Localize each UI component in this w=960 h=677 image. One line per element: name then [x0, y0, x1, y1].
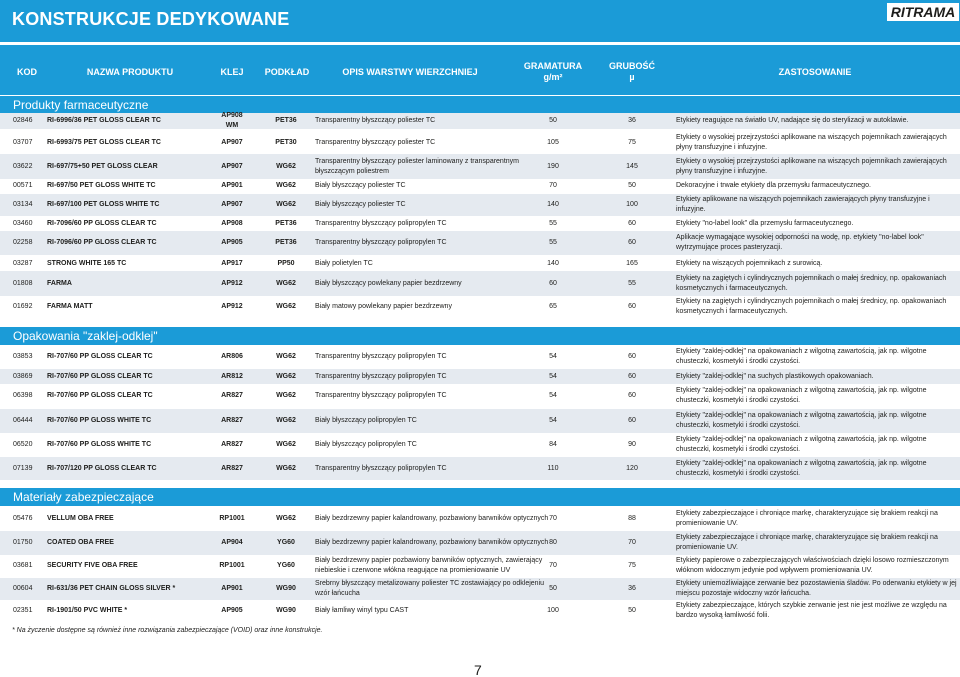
cell-gramatura: 70 [549, 515, 557, 522]
cell-kod: 03707 [13, 138, 33, 146]
cell-name: RI-1901/50 PVC WHITE * [47, 607, 128, 614]
cell-opis: Biały bezdrzewny papier kalandrowany, pozbawiony barwników optycznych [315, 515, 549, 522]
cell-kod: 03681 [13, 562, 33, 569]
cell-zastosowanie: Etykiety uniemożliwiające zerwanie bez pozostawienia śladów. Po oderwaniu etykiety w jej miejscu pozostaje widoczny wzór łańcucha. [676, 580, 957, 597]
cell-klej: AP907 [221, 138, 243, 146]
cell-name: SECURITY FIVE OBA FREE [47, 562, 138, 569]
table-row [0, 271, 960, 296]
cell-podklad: PET36 [275, 220, 297, 227]
cell-name: RI-7096/60 PP GLOSS CLEAR TC [47, 239, 157, 246]
cell-opis: Transparentny błyszczący poliester laminowany z transparentnym błyszczącym poliestrem [315, 157, 519, 175]
cell-gramatura: 65 [549, 303, 557, 310]
table-row [0, 231, 960, 255]
col-grubosc-unit: µ [629, 72, 635, 82]
cell-zastosowanie: Etykiety na wiszących pojemnikach z surowicą. [676, 259, 823, 267]
table-row [0, 296, 960, 318]
cell-name: RI-707/60 PP GLOSS CLEAR TC [47, 392, 153, 399]
section-title: Produkty farmaceutyczne [0, 96, 960, 114]
cell-gramatura: 105 [547, 138, 559, 146]
cell-klej: AP901 [221, 182, 243, 189]
cell-zastosowanie: Etykiety "no-label look" dla przemysłu farmaceutycznego. [676, 220, 854, 227]
cell-name: STRONG WHITE 165 TC [47, 259, 127, 267]
cell-grubosc: 100 [626, 201, 638, 208]
table-row [0, 457, 960, 480]
cell-zastosowanie: Etykiety na zagiętych i cylindrycznych pojemnikach o małej średnicy, np. opakowaniach kosmetycznych i farmaceutycznych. [676, 274, 947, 292]
cell-grubosc: 60 [628, 239, 636, 246]
table-row [0, 257, 960, 270]
cell-opis: Biały błyszczący powlekany papier bezdrzewny [315, 279, 462, 287]
cell-opis: Transparentny błyszczący poliester TC [315, 138, 436, 146]
cell-klej: AP905 [221, 607, 243, 614]
cell-name: RI-697/75+50 PET GLOSS CLEAR [47, 162, 158, 170]
cell-grubosc: 60 [628, 417, 636, 424]
cell-podklad: WG62 [276, 515, 296, 522]
cell-name: RI-6996/36 PET GLOSS CLEAR TC [47, 117, 161, 124]
cell-klej: RP1001 [219, 515, 245, 522]
cell-zastosowanie: Dekoracyjne i trwałe etykiety dla przemysłu farmaceutycznego. [676, 182, 871, 189]
cell-opis: Biały łamliwy winyl typu CAST [315, 607, 409, 614]
cell-kod: 03869 [13, 372, 33, 380]
cell-gramatura: 50 [549, 585, 557, 592]
cell-name: RI-6993/75 PET GLOSS CLEAR TC [47, 138, 161, 146]
table-row [0, 385, 960, 407]
cell-podklad: WG90 [276, 585, 296, 592]
cell-gramatura: 140 [547, 259, 559, 267]
cell-klej: AP907 [221, 201, 243, 208]
col-opis: OPIS WARSTWY WIERZCHNIEJ [342, 67, 478, 77]
cell-podklad: WG62 [276, 392, 296, 399]
cell-opis: Biały błyszczący poliester TC [315, 182, 406, 189]
cell-podklad: WG90 [276, 607, 296, 614]
col-klej: KLEJ [220, 67, 244, 77]
col-kod: KOD [17, 67, 37, 77]
page-number: 7 [474, 662, 482, 677]
cell-opis: Transparentny błyszczący polipropylen TC [315, 464, 447, 472]
cell-grubosc: 36 [628, 117, 636, 124]
col-grubosc: GRUBOŚĆ [608, 61, 655, 71]
cell-gramatura: 110 [547, 464, 559, 472]
cell-opis: Biały błyszczący polipropylen TC [315, 441, 417, 448]
cell-opis: Transparentny błyszczący polipropylen TC [315, 220, 447, 227]
cell-zastosowanie: Aplikacje wymagające wysokiej odporności na wodę, np. etykiety "no-label look" wytrzymujące proces pasteryzacji. [676, 234, 924, 251]
cell-gramatura: 60 [549, 279, 557, 287]
cell-zastosowanie: Etykiety zabezpieczające, których szybkie zerwanie jest nie jest możliwe ze względu na bardzo wysoką łamliwość folii. [676, 602, 947, 619]
cell-gramatura: 70 [549, 182, 557, 189]
table-row [0, 531, 960, 555]
table-row [0, 194, 960, 216]
cell-gramatura: 54 [549, 392, 557, 399]
cell-podklad: YG60 [277, 562, 295, 569]
cell-klej: AR827 [221, 464, 243, 472]
cell-klej: AP907 [221, 162, 243, 170]
cell-grubosc: 50 [628, 607, 636, 614]
cell-kod: 00571 [13, 182, 33, 189]
table-row [0, 434, 960, 456]
cell-opis: Biały polietylen TC [315, 259, 373, 267]
footnote: * Na życzenie dostępne są również inne rozwiązania zabezpieczające (VOID) oraz inne konstrukcje. [12, 627, 323, 634]
cell-podklad: WG62 [276, 417, 296, 424]
cell-klej: AR827 [221, 441, 243, 448]
cell-opis: Srebrny błyszczący metalizowany poliester TC zostawiający po odklejeniu wzór łańcucha [315, 580, 545, 597]
cell-podklad: WG62 [276, 279, 296, 287]
cell-gramatura: 84 [549, 441, 557, 448]
cell-zastosowanie: Etykiety zabezpieczające i chroniące markę, charakteryzujące się brakiem reakcji na promieniowanie UV. [676, 534, 938, 551]
table-row [0, 369, 960, 384]
section-title: Materiały zabezpieczające [0, 488, 960, 506]
cell-grubosc: 145 [626, 162, 638, 170]
cell-zastosowanie: Etykiety na zagiętych i cylindrycznych pojemnikach o małej średnicy, np. opakowaniach kosmetycznych i farmaceutycznych. [676, 298, 947, 315]
cell-name: FARMA MATT [47, 303, 93, 310]
cell-grubosc: 75 [628, 562, 636, 569]
cell-gramatura: 55 [549, 239, 557, 246]
table-row [0, 154, 960, 179]
cell-opis: Biały bezdrzewny papier kalandrowany, pozbawiony barwników optycznych [315, 539, 549, 546]
cell-klej: AR827 [221, 392, 243, 399]
table-row [0, 113, 960, 129]
cell-opis: Transparentny błyszczący poliester TC [315, 117, 436, 124]
ritrama-logo [887, 3, 959, 21]
cell-kod: 06444 [13, 417, 33, 424]
cell-zastosowanie: Etykiety reagujące na światło UV, nadające się do sterylizacji w autoklawie. [676, 117, 909, 124]
cell-podklad: PET30 [275, 138, 297, 146]
table-row [0, 555, 960, 577]
cell-podklad: YG60 [277, 539, 295, 546]
cell-zastosowanie: Etykiety aplikowane na wiszących pojemnikach zawierających płyny transfuzyjne i infuzyjne. [676, 196, 930, 213]
cell-klej: AR812 [221, 372, 243, 380]
cell-opis: Transparentny błyszczący polipropylen TC [315, 239, 447, 246]
cell-grubosc: 50 [628, 182, 636, 189]
cell-name: RI-631/36 PET CHAIN GLOSS SILVER * [47, 585, 176, 592]
cell-grubosc: 55 [628, 279, 636, 287]
table-row [0, 578, 960, 600]
cell-grubosc: 60 [628, 372, 636, 380]
cell-zastosowanie: Etykiety "zaklej-odklej" na opakowaniach z wilgotną zawartością, jak np. wilgotne chusteczki, kosmetyki i środki czystości. [676, 412, 927, 429]
cell-kod: 01692 [13, 303, 33, 310]
col-gramatura: GRAMATURA [523, 61, 583, 71]
cell-kod: 02258 [13, 239, 33, 246]
cell-name: RI-697/100 PET GLOSS WHITE TC [47, 201, 160, 208]
page-title: KONSTRUKCJE DEDYKOWANE [12, 9, 290, 29]
cell-podklad: WG62 [276, 201, 296, 208]
cell-klej: AR827 [221, 417, 243, 424]
cell-name: RI-707/60 PP GLOSS CLEAR TC [47, 372, 153, 380]
cell-gramatura: 55 [549, 220, 557, 227]
cell-kod: 03460 [13, 220, 33, 227]
cell-klej: AP908 WM [221, 112, 243, 129]
cell-podklad: PP50 [277, 259, 295, 267]
cell-grubosc: 60 [628, 353, 636, 360]
cell-klej: AP912 [221, 279, 243, 287]
cell-klej: AP904 [221, 539, 243, 546]
cell-name: RI-707/120 PP GLOSS CLEAR TC [47, 464, 157, 472]
cell-opis: Transparentny błyszczący polipropylen TC [315, 372, 447, 380]
cell-kod: 01750 [13, 539, 33, 546]
cell-podklad: WG62 [276, 182, 296, 189]
logo-wordmark: RITRAMA [890, 4, 956, 20]
cell-name: FARMA [47, 279, 72, 287]
cell-gramatura: 100 [547, 607, 559, 614]
cell-gramatura: 70 [549, 562, 557, 569]
cell-klej: AP908 [221, 220, 243, 227]
cell-name: RI-707/60 PP GLOSS CLEAR TC [47, 353, 153, 360]
cell-zastosowanie: Etykiety "zaklej-odklej" na suchych plastikowych opakowaniach. [676, 372, 874, 380]
cell-klej: AP905 [221, 239, 243, 246]
cell-kod: 00604 [13, 585, 33, 592]
cell-podklad: WG62 [276, 464, 296, 472]
cell-name: RI-707/60 PP GLOSS WHITE TC [47, 441, 152, 448]
cell-name: VELLUM OBA FREE [47, 515, 114, 522]
cell-name: RI-707/60 PP GLOSS WHITE TC [47, 417, 152, 424]
cell-podklad: PET36 [275, 117, 297, 124]
cell-opis: Biały bezdrzewny papier pozbawiony barwników optycznych, zawierający niebieskie i czerwone włókna reagujące na promieniowanie UV [315, 557, 543, 574]
cell-zastosowanie: Etykiety o wysokiej przejrzystości aplikowane na wiszących pojemnikach zawierających płyny transfuzyjne i infuzyjne. [676, 157, 947, 175]
section-title: Opakowania "zaklej-odklej" [0, 327, 960, 345]
cell-kod: 03622 [13, 162, 33, 170]
cell-name: COATED OBA FREE [47, 539, 114, 546]
cell-podklad: WG62 [276, 353, 296, 360]
cell-zastosowanie: Etykiety o wysokiej przejrzystości aplikowane na wiszących pojemnikach zawierających płyny transfuzyjne i infuzyjne. [676, 133, 947, 151]
cell-opis: Transparentny błyszczący polipropylen TC [315, 353, 447, 360]
cell-gramatura: 50 [549, 117, 557, 124]
cell-zastosowanie: Etykiety "zaklej-odklej" na opakowaniach z wilgotną zawartością, jak np. wilgotne chusteczki, kosmetyki i środki czystości. [676, 459, 927, 477]
table-row [0, 131, 960, 154]
cell-grubosc: 75 [628, 138, 636, 146]
cell-zastosowanie: Etykiety "zaklej-odklej" na opakowaniach z wilgotną zawartością, jak np. wilgotne chusteczki, kosmetyki i środki czystości. [676, 387, 927, 404]
cell-podklad: PET36 [275, 239, 297, 246]
cell-grubosc: 70 [628, 539, 636, 546]
table-row [0, 180, 960, 192]
table-row [0, 507, 960, 531]
table-row [0, 218, 960, 230]
cell-gramatura: 54 [549, 372, 557, 380]
cell-klej: AP917 [221, 259, 243, 267]
cell-podklad: WG62 [276, 441, 296, 448]
cell-kod: 06520 [13, 441, 33, 448]
cell-grubosc: 88 [628, 515, 636, 522]
cell-name: RI-697/50 PET GLOSS WHITE TC [47, 182, 156, 189]
cell-grubosc: 36 [628, 585, 636, 592]
cell-grubosc: 60 [628, 303, 636, 310]
cell-klej: AP901 [221, 585, 243, 592]
cell-podklad: WG62 [276, 303, 296, 310]
cell-kod: 03134 [13, 201, 33, 208]
cell-opis: Biały matowy powlekany papier bezdrzewny [315, 303, 452, 310]
top-banner [0, 0, 960, 42]
cell-grubosc: 165 [626, 259, 638, 267]
cell-kod: 02351 [13, 607, 33, 614]
cell-kod: 01808 [13, 279, 33, 287]
table-row [0, 409, 960, 433]
table-header [0, 45, 960, 95]
cell-opis: Biały błyszczący polipropylen TC [315, 417, 417, 424]
table-row [0, 600, 960, 622]
cell-kod: 03853 [13, 353, 33, 360]
cell-kod: 07139 [13, 464, 33, 472]
col-podklad: PODKŁAD [264, 67, 310, 77]
cell-gramatura: 80 [549, 539, 557, 546]
cell-kod: 06398 [13, 392, 33, 399]
cell-name: RI-7096/60 PP GLOSS CLEAR TC [47, 220, 157, 227]
cell-kod: 02846 [13, 117, 33, 124]
cell-podklad: WG62 [276, 372, 296, 380]
cell-podklad: WG62 [276, 162, 296, 170]
cell-gramatura: 190 [547, 162, 559, 170]
cell-zastosowanie: Etykiety zabezpieczające i chroniące markę, charakteryzujące się brakiem reakcji na promieniowanie UV. [676, 510, 938, 527]
cell-kod: 03287 [13, 259, 33, 267]
cell-gramatura: 54 [549, 353, 557, 360]
cell-opis: Biały błyszczący poliester TC [315, 201, 406, 208]
table-row [0, 346, 960, 368]
cell-zastosowanie: Etykiety "zaklej-odklej" na opakowaniach z wilgotną zawartością, jak np. wilgotne chusteczki, kosmetyki i środki czystości. [676, 348, 927, 365]
cell-opis: Transparentny błyszczący polipropylen TC [315, 392, 447, 399]
cell-kod: 05476 [13, 515, 33, 522]
cell-grubosc: 60 [628, 220, 636, 227]
cell-gramatura: 54 [549, 417, 557, 424]
cell-grubosc: 90 [628, 441, 636, 448]
cell-klej: RP1001 [219, 562, 245, 569]
cell-gramatura: 140 [547, 201, 559, 208]
cell-grubosc: 120 [626, 464, 638, 472]
cell-zastosowanie: Etykiety "zaklej-odklej" na opakowaniach z wilgotną zawartością, jak np. wilgotne chusteczki, kosmetyki i środki czystości. [676, 436, 927, 453]
col-nazwa: NAZWA PRODUKTU [86, 67, 174, 77]
cell-klej: AR806 [221, 353, 243, 360]
cell-klej: AP912 [221, 303, 243, 310]
col-zastosowanie: ZASTOSOWANIE [778, 67, 852, 77]
cell-grubosc: 60 [628, 392, 636, 399]
col-gramatura-unit: g/m² [543, 72, 563, 82]
cell-zastosowanie: Etykiety papierowe o zabezpieczających właściwościach dzięki losowo rozmieszczonym włóknom widocznym jedynie pod wpływem promieniowania UV. [676, 557, 949, 574]
